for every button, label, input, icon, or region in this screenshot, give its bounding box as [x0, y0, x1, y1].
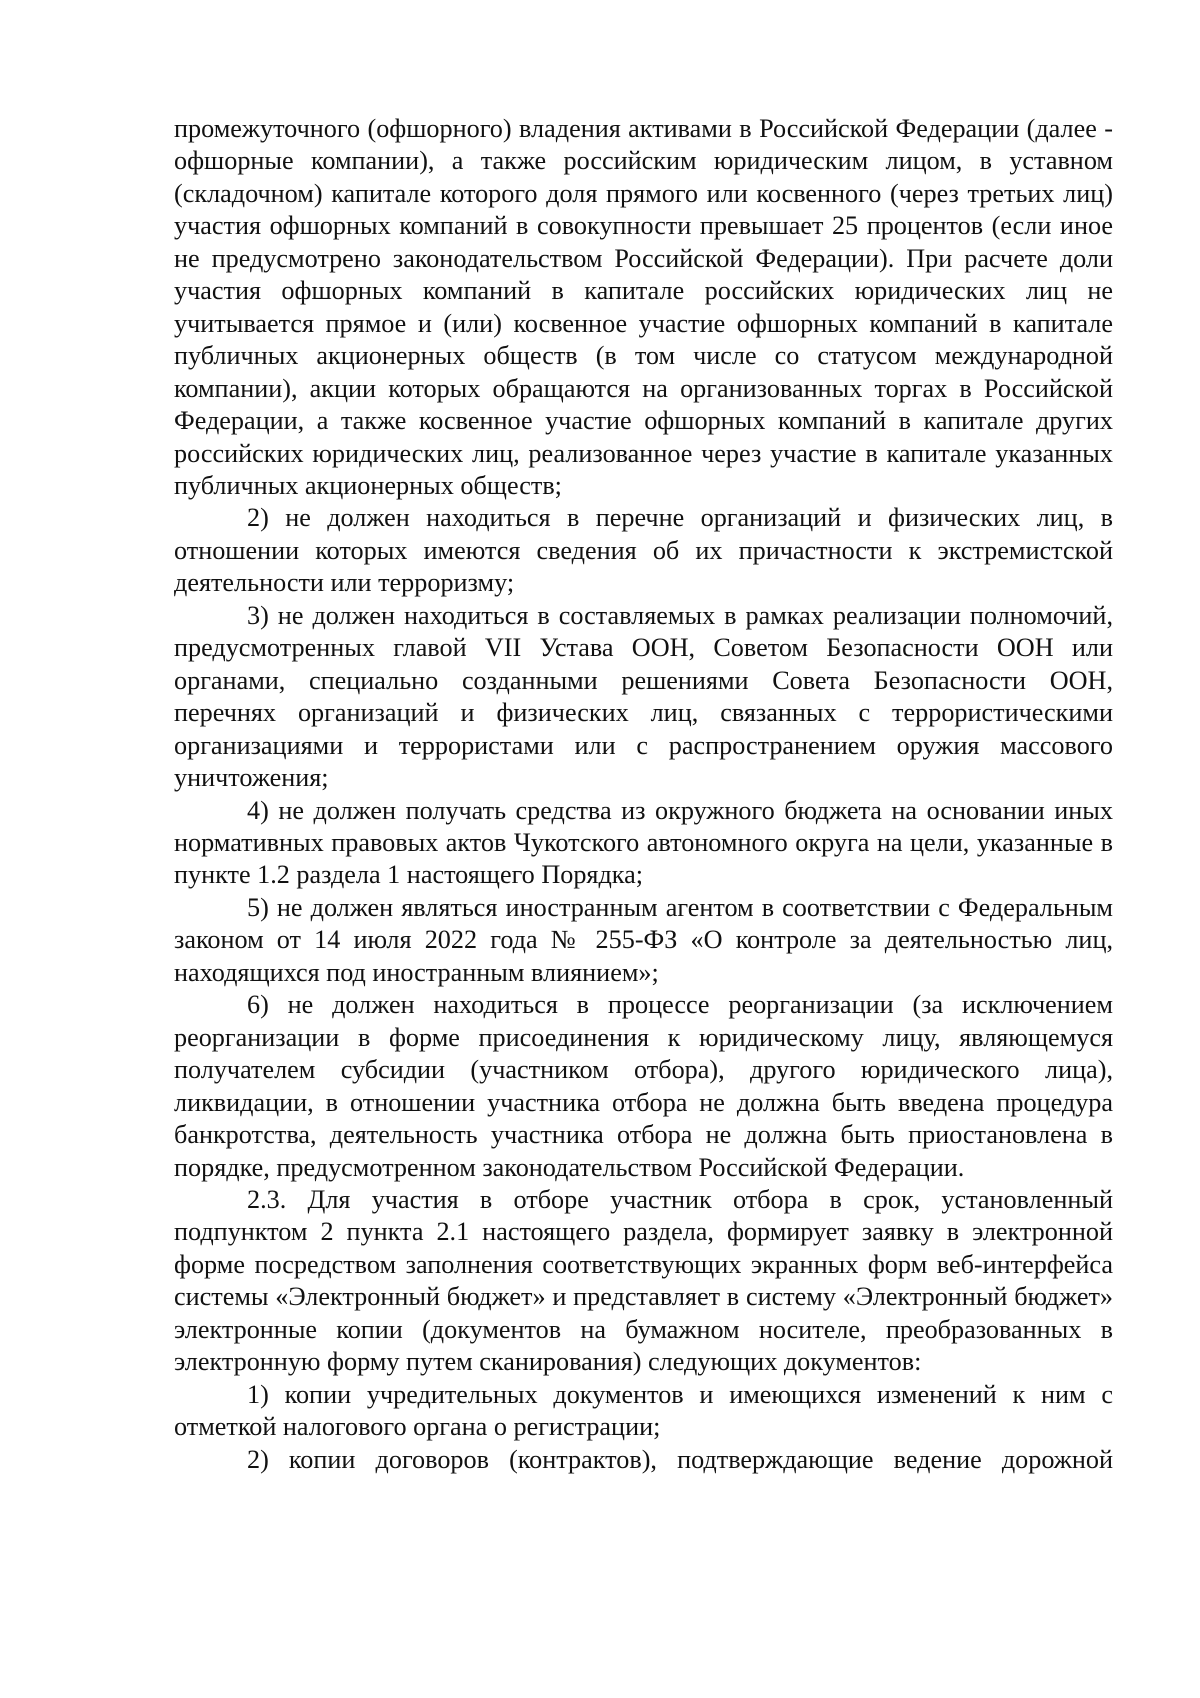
paragraph-item-6-reorganization: 6) не должен находиться в процессе реорганизации (за исключением реорганизации в форме присоединения к юридическому лицу, являющемуся получателем субсидии (участником отбора), другого юридического лица), ликвидации, в отношении участника отбора не должна быть введена процедура банкротства, деятельность участника отбора не должна быть приостановлена в порядке, предусмотренном законодательством Российской Федерации.	[174, 990, 1113, 1182]
paragraph-doc-item-1: 1) копии учредительных документов и имеющихся изменений к ним с отметкой налогового органа о регистрации;	[174, 1379, 1113, 1442]
paragraph-doc-item-2: 2) копии договоров (контрактов), подтверждающие ведение дорожной	[247, 1444, 1113, 1474]
paragraph-section-2-3: 2.3. Для участия в отборе участник отбора в срок, установленный подпунктом 2 пункта 2.1 настоящего раздела, формирует заявку в электронной форме посредством заполнения соответствующих экранных форм веб-интерфейса системы «Электронный бюджет» и представляет в систему «Электронный бюджет» электронные копии (документов на бумажном носителе, преобразованных в электронную форму путем сканирования) следующих документов:	[174, 1184, 1113, 1377]
paragraph-item-2-extremism: 2) не должен находиться в перечне организаций и физических лиц, в отношении которых имеются сведения об их причастности к экстремистской деятельности или терроризму;	[174, 503, 1113, 598]
document-body	[174, 113, 1113, 1476]
paragraph-item-4-budget: 4) не должен получать средства из окружного бюджета на основании иных нормативных правовых актов Чукотского автономного округа на цели, указанные в пункте 1.2 раздела 1 настоящего Порядка;	[174, 795, 1113, 890]
paragraph-offshore-continuation: промежуточного (офшорного) владения активами в Российской Федерации (далее - офшорные компании), а также российским юридическим лицом, в уставном (складочном) капитале которого доля прямого или косвенного (через третьих лиц) участия офшорных компаний в совокупности превышает 25 процентов (если иное не предусмотрено законодательством Российской Федерации). При расчете доли участия офшорных компаний в капитале российских юридических лиц не учитывается прямое и (или) косвенное участие офшорных компаний в капитале публичных акционерных обществ (в том числе со статусом международной компании), акции которых обращаются на организованных торгах в Российской Федерации, а также косвенное участие офшорных компаний в капитале других российских юридических лиц, реализованное через участие в капитале указанных публичных акционерных обществ;	[174, 114, 1113, 500]
paragraph-item-5-foreign-agent: 5) не должен являться иностранным агентом в соответствии с Федеральным законом от 14 июля 2022 года № 255-ФЗ «О контроле за деятельностью лиц, находящихся под иностранным влиянием»;	[174, 892, 1113, 987]
paragraph-item-3-un-lists: 3) не должен находиться в составляемых в рамках реализации полномочий, предусмотренных главой VII Устава ООН, Советом Безопасности ООН или органами, специально созданными решениями Совета Безопасности ООН, перечнях организаций и физических лиц, связанных с террористическими организациями и террористами или с распространением оружия массового уничтожения;	[174, 600, 1113, 793]
